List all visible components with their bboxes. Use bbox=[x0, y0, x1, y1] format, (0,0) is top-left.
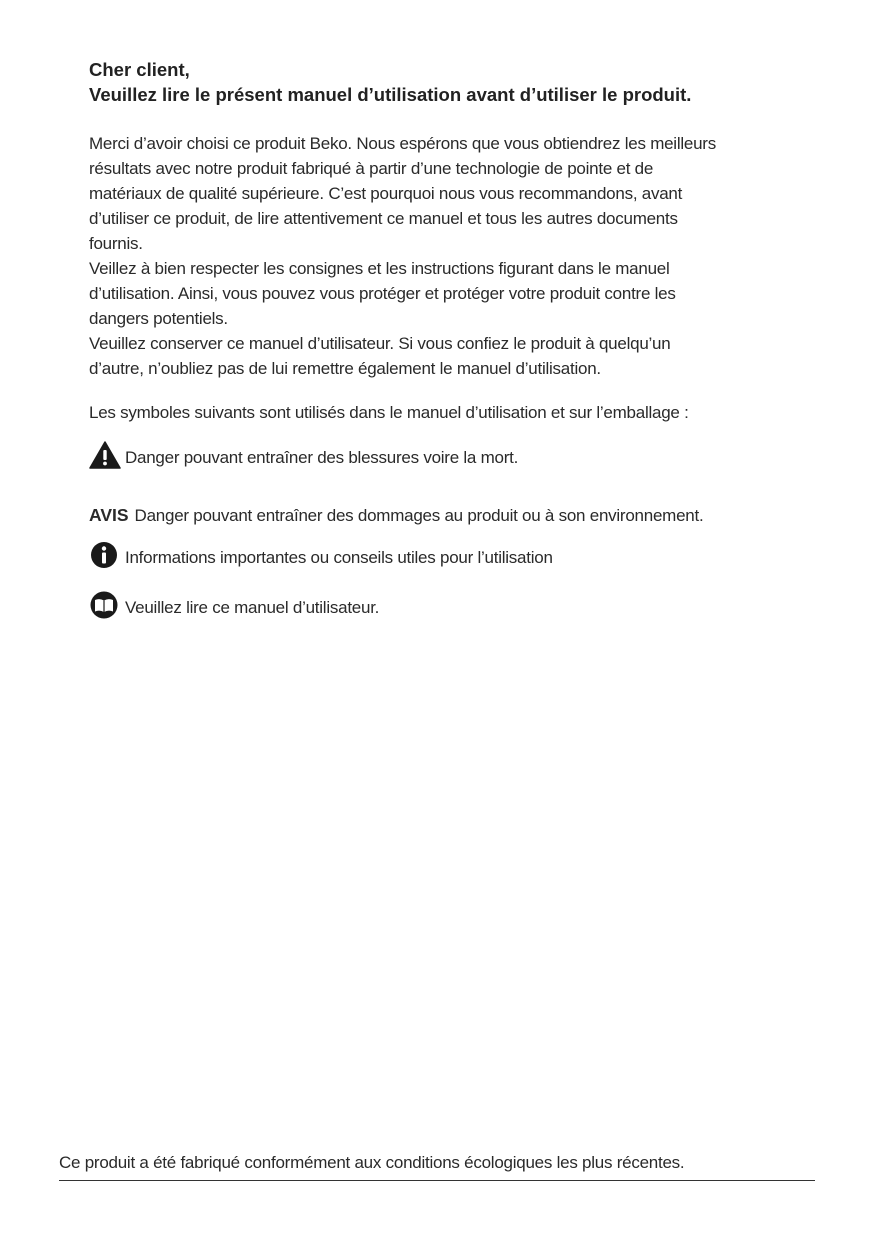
avis-keyword: AVIS bbox=[89, 505, 129, 525]
intro-line: Veuillez conserver ce manuel d’utilisateur. Si vous confiez le produit à quelqu’un bbox=[89, 334, 671, 353]
intro-line: Merci d’avoir choisi ce produit Beko. Nous espérons que vous obtiendrez les meilleurs bbox=[89, 134, 716, 153]
symbol-row-danger bbox=[89, 440, 849, 470]
avis-description: Danger pouvant entraîner des dommages au produit ou à son environnement. bbox=[134, 506, 704, 525]
book-icon bbox=[89, 590, 121, 620]
symbol-row-read bbox=[89, 590, 849, 620]
greeting-block bbox=[89, 57, 829, 107]
symbol-row-info bbox=[89, 540, 849, 570]
intro-line: Veillez à bien respecter les consignes et les instructions figurant dans le manuel bbox=[89, 259, 670, 278]
intro-line: résultats avec notre produit fabriqué à partir d’une technologie de pointe et de bbox=[89, 159, 654, 178]
warning-triangle-icon bbox=[89, 440, 121, 470]
danger-description: Danger pouvant entraîner des blessures voire la mort. bbox=[125, 448, 519, 467]
intro-line: d’autre, n’oubliez pas de lui remettre également le manuel d’utilisation. bbox=[89, 359, 601, 378]
intro-line: fournis. bbox=[89, 234, 143, 253]
ecology-statement: Ce produit a été fabriqué conformément aux conditions écologiques les plus récentes. bbox=[59, 1153, 685, 1172]
intro-paragraph bbox=[89, 131, 829, 381]
intro-line: matériaux de qualité supérieure. C’est pourquoi nous vous recommandons, avant bbox=[89, 184, 683, 203]
salutation: Cher client, bbox=[89, 59, 190, 80]
symbol-row-avis bbox=[89, 498, 849, 528]
info-icon bbox=[89, 540, 121, 570]
intro-line: dangers potentiels. bbox=[89, 309, 228, 328]
intro-line: d’utilisation. Ainsi, vous pouvez vous protéger et protéger votre produit contre les bbox=[89, 284, 676, 303]
info-description: Informations importantes ou conseils utiles pour l’utilisation bbox=[125, 548, 553, 567]
read-manual-description: Veuillez lire ce manuel d’utilisateur. bbox=[125, 598, 380, 617]
intro-line: d’utiliser ce produit, de lire attentivement ce manuel et tous les autres documents bbox=[89, 209, 678, 228]
symbols-intro: Les symboles suivants sont utilisés dans le manuel d’utilisation et sur l’emballage : bbox=[89, 403, 689, 422]
read-manual-instruction: Veuillez lire le présent manuel d’utilisation avant d’utiliser le produit. bbox=[89, 84, 692, 105]
footer-divider bbox=[59, 1180, 815, 1181]
